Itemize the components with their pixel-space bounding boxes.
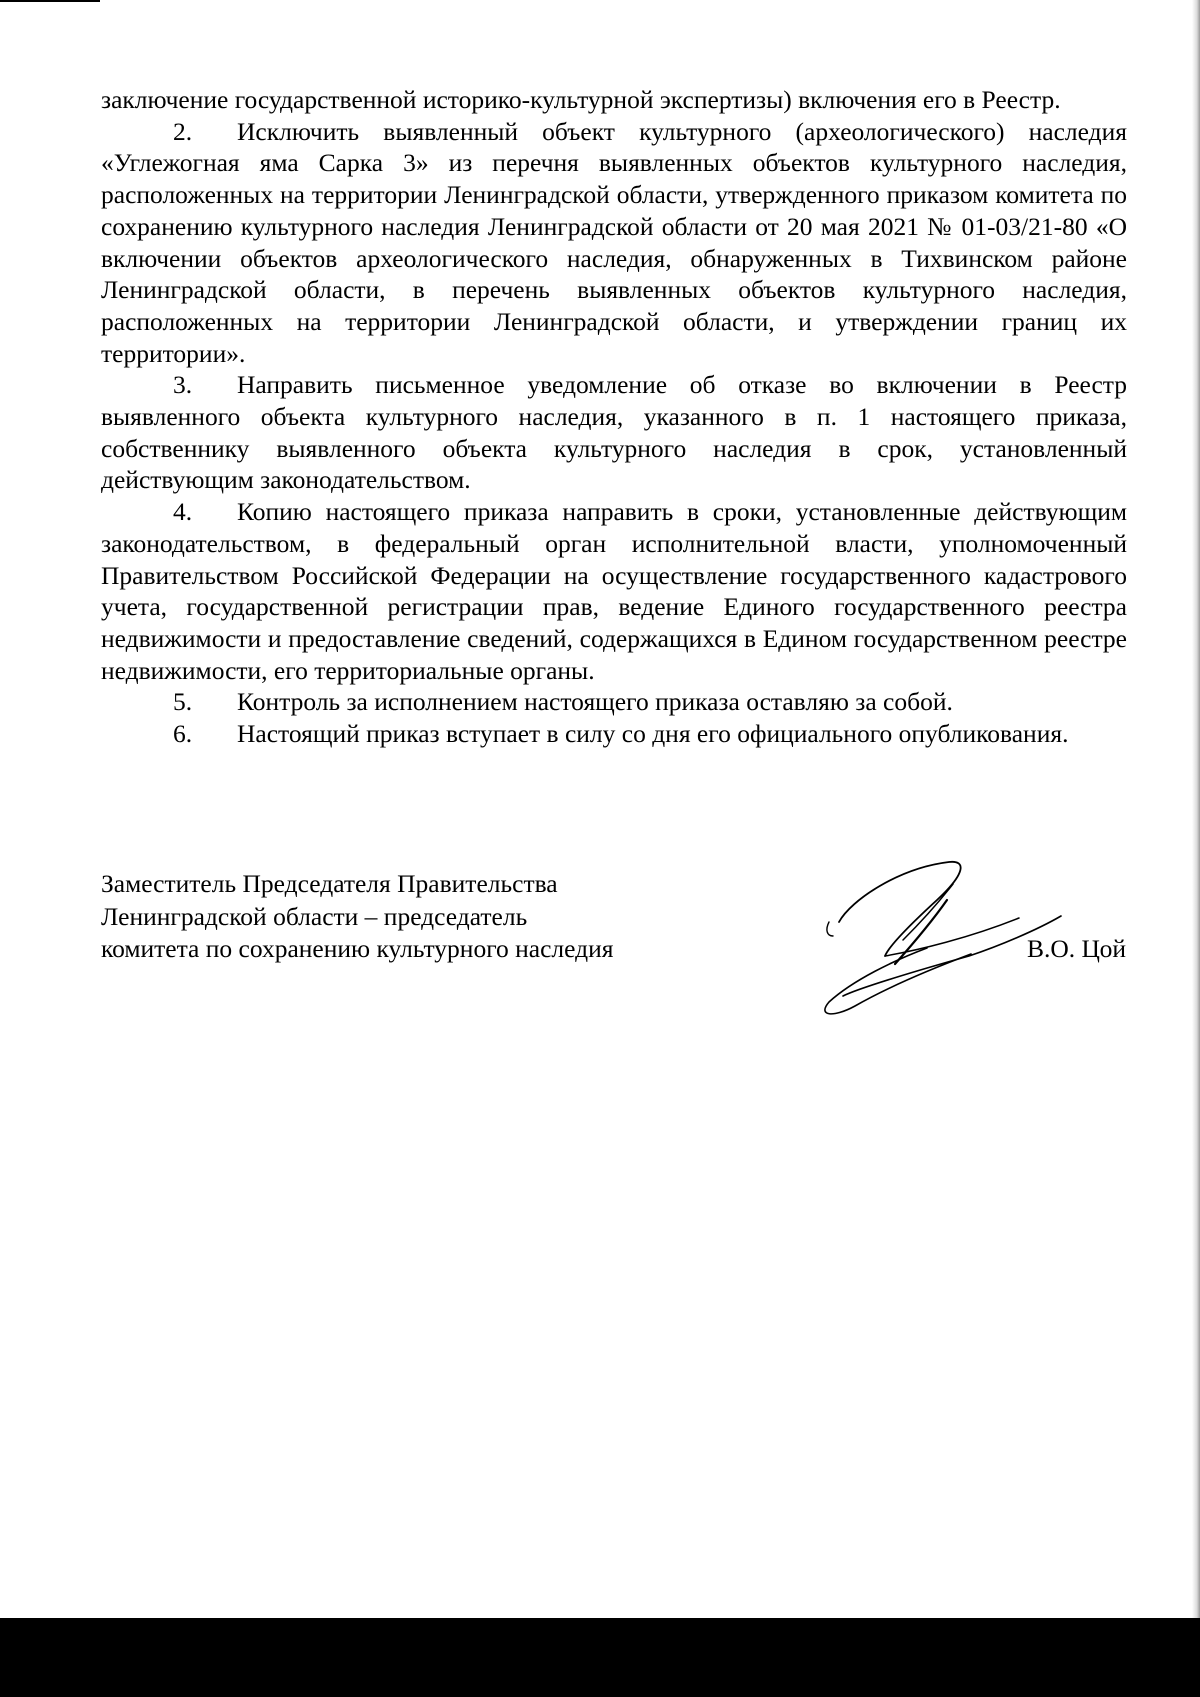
- document-body: [101, 84, 1127, 750]
- signer-position: [101, 868, 741, 966]
- item-4: [101, 496, 1127, 686]
- item-number: 6.: [173, 719, 193, 749]
- item-number: 5.: [173, 687, 193, 717]
- item-number: 2.: [173, 116, 193, 146]
- scan-edge-mark: [0, 0, 100, 2]
- item-6: [101, 718, 1127, 750]
- signer-position-line: Ленинградской области – председатель: [101, 901, 528, 931]
- item-2: [101, 116, 1127, 370]
- item-text: Настоящий приказ вступает в силу со дня его официального опубликования.: [237, 719, 1069, 749]
- item-text: Направить письменное уведомление об отказе во включении в Реестр выявленного объекта культурного наследия, указанного в п. 1 настоящего приказа, собственнику выявленного объекта культурного наследия в срок, установленный действующим законодательством.: [101, 370, 1127, 495]
- item-number: 3.: [173, 370, 193, 400]
- item-text: Исключить выявленный объект культурного (археологического) наследия «Углежогная яма Сарка 3» из перечня выявленных объектов культурного наследия, расположенных на территории Ленинградской области, утвержденного приказом комитета по сохранению культурного наследия Ленинградской области от 20 мая 2021 № 01-03/21-80 «О включении объектов археологического наследия, обнаруженных в Тихвинском районе Ленинградской области, в перечень выявленных объектов культурного наследия, расположенных на территории Ленинградской области, и утверждении границ их территории».: [101, 116, 1127, 368]
- continuation-paragraph: заключение государственной историко-культурной экспертизы) включения его в Реестр.: [101, 85, 1061, 114]
- item-text: Контроль за исполнением настоящего приказа оставляю за собой.: [237, 687, 953, 717]
- signer-position-line: комитета по сохранению культурного наследия: [101, 934, 614, 963]
- item-text: Копию настоящего приказа направить в сроки, установленные действующим законодательством, в федеральный орган исполнительной власти, уполномоченный Правительством Российской Федерации на осуществление государственного кадастрового учета, государственной регистрации прав, ведение Единого государственного реестра недвижимости и предоставление сведений, содержащихся в Едином государственном реестре недвижимости, его территориальные органы.: [101, 497, 1127, 685]
- signature-block: [101, 868, 1127, 1018]
- item-5: [101, 686, 1127, 718]
- signer-name: В.О. Цой: [1026, 934, 1126, 963]
- item-number: 4.: [173, 497, 193, 527]
- signer-position-line: Заместитель Председателя Правительства: [101, 869, 558, 898]
- item-3: [101, 369, 1127, 496]
